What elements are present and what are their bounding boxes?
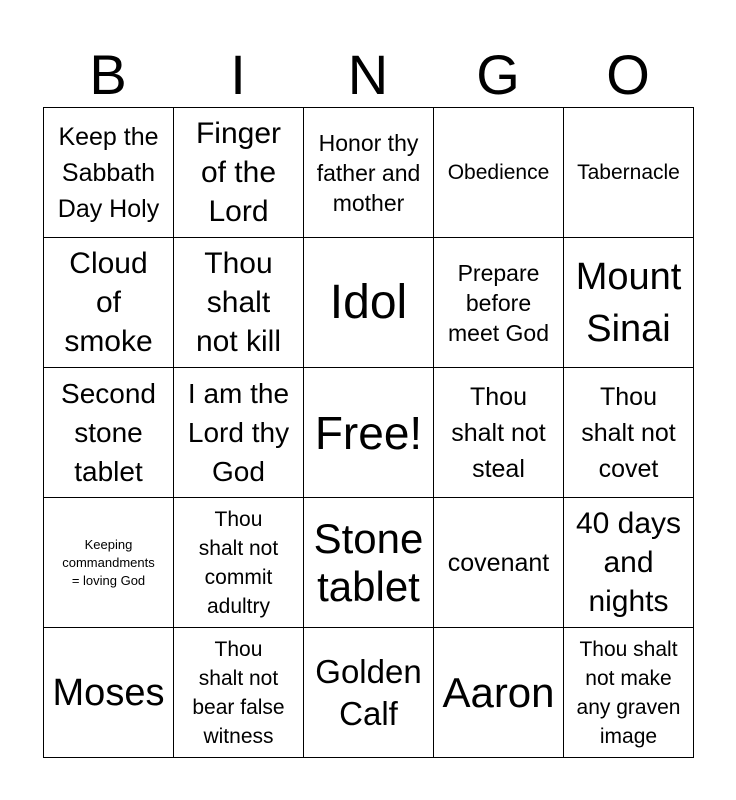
bingo-header: [43, 44, 693, 106]
bingo-cell[interactable]: [434, 238, 564, 368]
cell-text: Thou shalt not commit adultry: [198, 507, 279, 618]
bingo-cell[interactable]: [174, 238, 304, 368]
free-space[interactable]: [304, 368, 434, 498]
cell-text: Thou shalt not steal: [451, 382, 546, 483]
bingo-cell[interactable]: [434, 368, 564, 498]
cell-text: Aaron: [442, 668, 555, 716]
bingo-cell[interactable]: [434, 628, 564, 758]
cell-text: Prepare before meet God: [448, 259, 549, 346]
cell-text: Moses: [52, 671, 165, 714]
cell-text: Obedience: [447, 161, 550, 184]
bingo-cell[interactable]: [44, 628, 174, 758]
bingo-cell[interactable]: [304, 238, 434, 368]
bingo-cell[interactable]: [44, 498, 174, 628]
cell-text: 40 days and nights: [575, 507, 682, 618]
bingo-cell[interactable]: [44, 108, 174, 238]
bingo-cell[interactable]: [174, 368, 304, 498]
header-letter-i: I: [230, 43, 246, 106]
cell-text: Mount Sinai: [575, 255, 682, 350]
bingo-board: [43, 107, 694, 758]
bingo-cell[interactable]: [304, 628, 434, 758]
cell-text: Free!: [314, 406, 423, 459]
header-letter-b: B: [89, 43, 127, 106]
bingo-cell[interactable]: [564, 368, 694, 498]
cell-text: Keep the Sabbath Day Holy: [57, 122, 160, 223]
bingo-cell[interactable]: [564, 108, 694, 238]
bingo-cell[interactable]: [434, 108, 564, 238]
header-letter-o: O: [606, 43, 650, 106]
bingo-cell[interactable]: [304, 108, 434, 238]
bingo-cell[interactable]: [564, 498, 694, 628]
bingo-cell[interactable]: [564, 238, 694, 368]
cell-text: Second stone tablet: [61, 378, 156, 487]
cell-text: covenant: [447, 548, 550, 577]
cell-text: Thou shalt not make any graven image: [576, 637, 681, 748]
bingo-cell[interactable]: [434, 498, 564, 628]
cell-text: Golden Calf: [315, 652, 422, 732]
bingo-cell[interactable]: [44, 368, 174, 498]
header-letter-g: G: [476, 43, 520, 106]
cell-text: Honor thy father and mother: [316, 129, 421, 216]
cell-text: Cloud of smoke: [64, 247, 153, 358]
header-letter-n: N: [347, 43, 389, 106]
bingo-cell[interactable]: [174, 498, 304, 628]
bingo-cell[interactable]: [174, 628, 304, 758]
bingo-cell[interactable]: [304, 498, 434, 628]
cell-text: I am the Lord thy God: [187, 378, 290, 487]
cell-text: Idol: [329, 275, 408, 329]
cell-text: Tabernacle: [577, 161, 680, 184]
bingo-cell[interactable]: [174, 108, 304, 238]
cell-text: Stone tablet: [313, 514, 424, 610]
cell-text: Finger of the Lord: [195, 117, 282, 228]
cell-text: Thou shalt not covet: [581, 382, 676, 483]
cell-text: Thou shalt not kill: [195, 247, 282, 358]
bingo-cell[interactable]: [564, 628, 694, 758]
cell-text: Keeping commandments = loving God: [62, 536, 155, 588]
cell-text: Thou shalt not bear false witness: [192, 637, 285, 748]
bingo-cell[interactable]: [44, 238, 174, 368]
